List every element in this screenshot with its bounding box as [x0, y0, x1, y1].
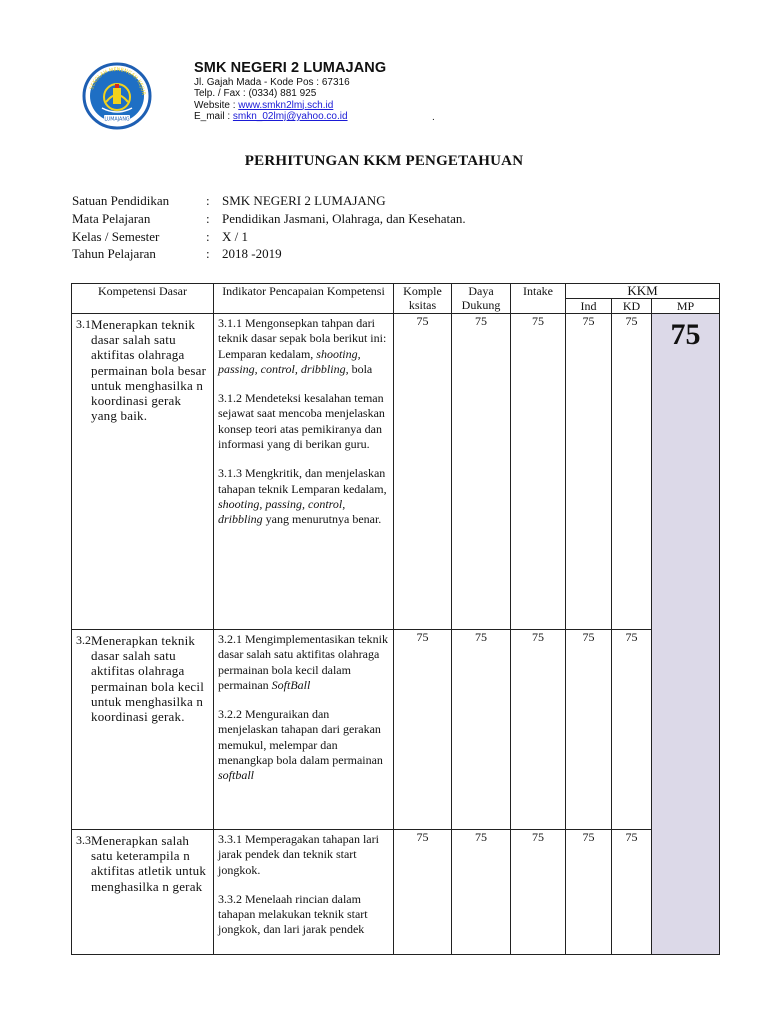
kd-cell: [72, 314, 214, 630]
phone-line: Telp. / Fax : (0334) 881 925: [194, 88, 317, 100]
kompleksitas-value: 75: [394, 314, 452, 630]
intake-value: 75: [511, 830, 566, 955]
kkm-kd-value: 75: [612, 314, 652, 630]
daya-dukung-value: 75: [452, 630, 511, 830]
meta-label: Satuan Pendidikan: [72, 193, 170, 208]
email-link[interactable]: smkn_02lmj@yahoo.co.id: [232, 110, 348, 122]
header-dot: .: [432, 112, 435, 123]
school-logo: [82, 62, 152, 130]
meta-label: Mata Pelajaran: [72, 210, 151, 226]
meta-label: Tahun Pelajaran: [72, 246, 156, 262]
indikator-item: 3.3.2 Menelaah rincian dalam tahapan melakukan teknik start jongkok, dan lari jarak pendek: [218, 891, 368, 937]
website-line: [194, 100, 350, 111]
document-title: PERHITUNGAN KKM PENGETAHUAN: [244, 153, 524, 169]
header-kkm-kd: KD: [612, 299, 652, 314]
meta-block: [72, 192, 466, 263]
daya-dukung-value: 75: [452, 314, 511, 630]
meta-sep: :: [206, 193, 210, 208]
header-kkm: KKM: [566, 284, 720, 299]
indikator-cell: [214, 314, 394, 630]
header-indikator: Indikator Pencapaian Kompetensi: [214, 284, 394, 314]
meta-label: Kelas / Semester: [72, 228, 160, 244]
meta-sep: :: [206, 228, 210, 244]
kd-cell: [72, 630, 214, 830]
intake-value: 75: [511, 314, 566, 630]
kd-text: Menerapkan teknik dasar salah satu aktifitas olahraga permainan bola besar untuk menghasilka n koordinasi gerak yang baik.: [91, 317, 207, 424]
table-row: [72, 630, 720, 830]
kompleksitas-value: 75: [394, 830, 452, 955]
kd-number: 3.2: [76, 633, 91, 647]
kd-number: 3.3: [76, 833, 91, 847]
header-kkm-mp: MP: [652, 299, 720, 314]
kompleksitas-value: 75: [394, 630, 452, 830]
kkm-kd-value: 75: [612, 830, 652, 955]
email-label: E_mail :: [194, 110, 233, 122]
kkm-kd-value: 75: [612, 630, 652, 830]
kkm-ind-value: 75: [566, 314, 612, 630]
email-line: [194, 111, 350, 122]
kkm-mp-value: 75: [670, 318, 701, 351]
address-line: Jl. Gajah Mada - Kode Pos : 67316: [194, 77, 350, 88]
kkm-ind-value: 75: [566, 830, 612, 955]
kkm-mp-cell: [652, 314, 720, 955]
indikator-cell: [214, 830, 394, 955]
website-link[interactable]: www.smkn2lmj.sch.id: [238, 99, 334, 111]
intake-value: 75: [511, 630, 566, 830]
kkm-ind-value: 75: [566, 630, 612, 830]
table-row: [72, 314, 720, 630]
meta-sep: :: [206, 210, 210, 226]
kd-cell: [72, 830, 214, 955]
header-kompleksitas: Komple ksitas: [394, 284, 452, 314]
kd-number: 3.1: [76, 317, 91, 331]
indikator-item: 3.1.2 Mendeteksi kesalahan teman sejawat saat mencoba menjelaskan konsep teori atas pemikiranya dan informasi yang di berikan guru.: [218, 391, 385, 452]
indikator-item: 3.2.1 Mengimplementasikan teknik dasar salah satu aktifitas olahraga permainan bola kecil dalam permainan SoftBall: [218, 632, 388, 692]
meta-row: [72, 228, 466, 246]
indikator-item: 3.1.3 Mengkritik, dan menjelaskan tahapan teknik Lemparan kedalam, shooting, passing, control, dribbling yang menurutnya benar.: [218, 466, 387, 527]
kd-text: Menerapkan teknik dasar salah satu aktifitas olahraga permainan bola kecil untuk menghasilka n koordinasi gerak.: [91, 633, 205, 725]
website-label: Website :: [194, 99, 239, 111]
header-intake: Intake: [511, 284, 566, 314]
meta-row: [72, 210, 466, 228]
header-daya-dukung: Daya Dukung: [452, 284, 511, 314]
header-kkm-ind: Ind: [566, 299, 612, 314]
meta-value: 2018 -2019: [222, 246, 282, 262]
svg-text:SEKOLAH MENENGAH KEJURUAN: SEKOLAH MENENGAH KEJUR: [88, 66, 147, 96]
meta-value: SMK NEGERI 2 LUMAJANG: [222, 193, 386, 208]
indikator-item: 3.3.1 Memperagakan tahapan lari jarak pendek dan teknik start jongkok.: [218, 832, 379, 877]
indikator-cell: [214, 630, 394, 830]
meta-row: [72, 192, 466, 210]
header-kompetensi-dasar: Kompetensi Dasar: [72, 284, 214, 314]
kkm-table: [71, 283, 720, 955]
logo-label: LUMAJANG: [104, 117, 130, 123]
school-contact: [194, 77, 350, 122]
daya-dukung-value: 75: [452, 830, 511, 955]
indikator-item: 3.2.2 Menguraikan dan menjelaskan tahapan dari gerakan memukul, melempar dan menangkap bola dalam permainan softball: [218, 707, 383, 783]
meta-value: Pendidikan Jasmani, Olahraga, dan Kesehatan.: [222, 210, 466, 226]
table-row: [72, 830, 720, 955]
meta-value: X / 1: [222, 228, 248, 244]
school-name: SMK NEGERI 2 LUMAJANG: [194, 60, 387, 76]
indikator-item: 3.1.1 Mengonsepkan tahpan dari teknik dasar sepak bola berikut ini: Lemparan kedalam, shooting, passing, control, dribbling, bola: [218, 316, 387, 376]
meta-sep: :: [206, 246, 210, 262]
kd-text: Menerapkan salah satu keterampila n aktifitas atletik untuk menghasilka n gerak: [91, 833, 207, 894]
meta-row: [72, 245, 466, 263]
